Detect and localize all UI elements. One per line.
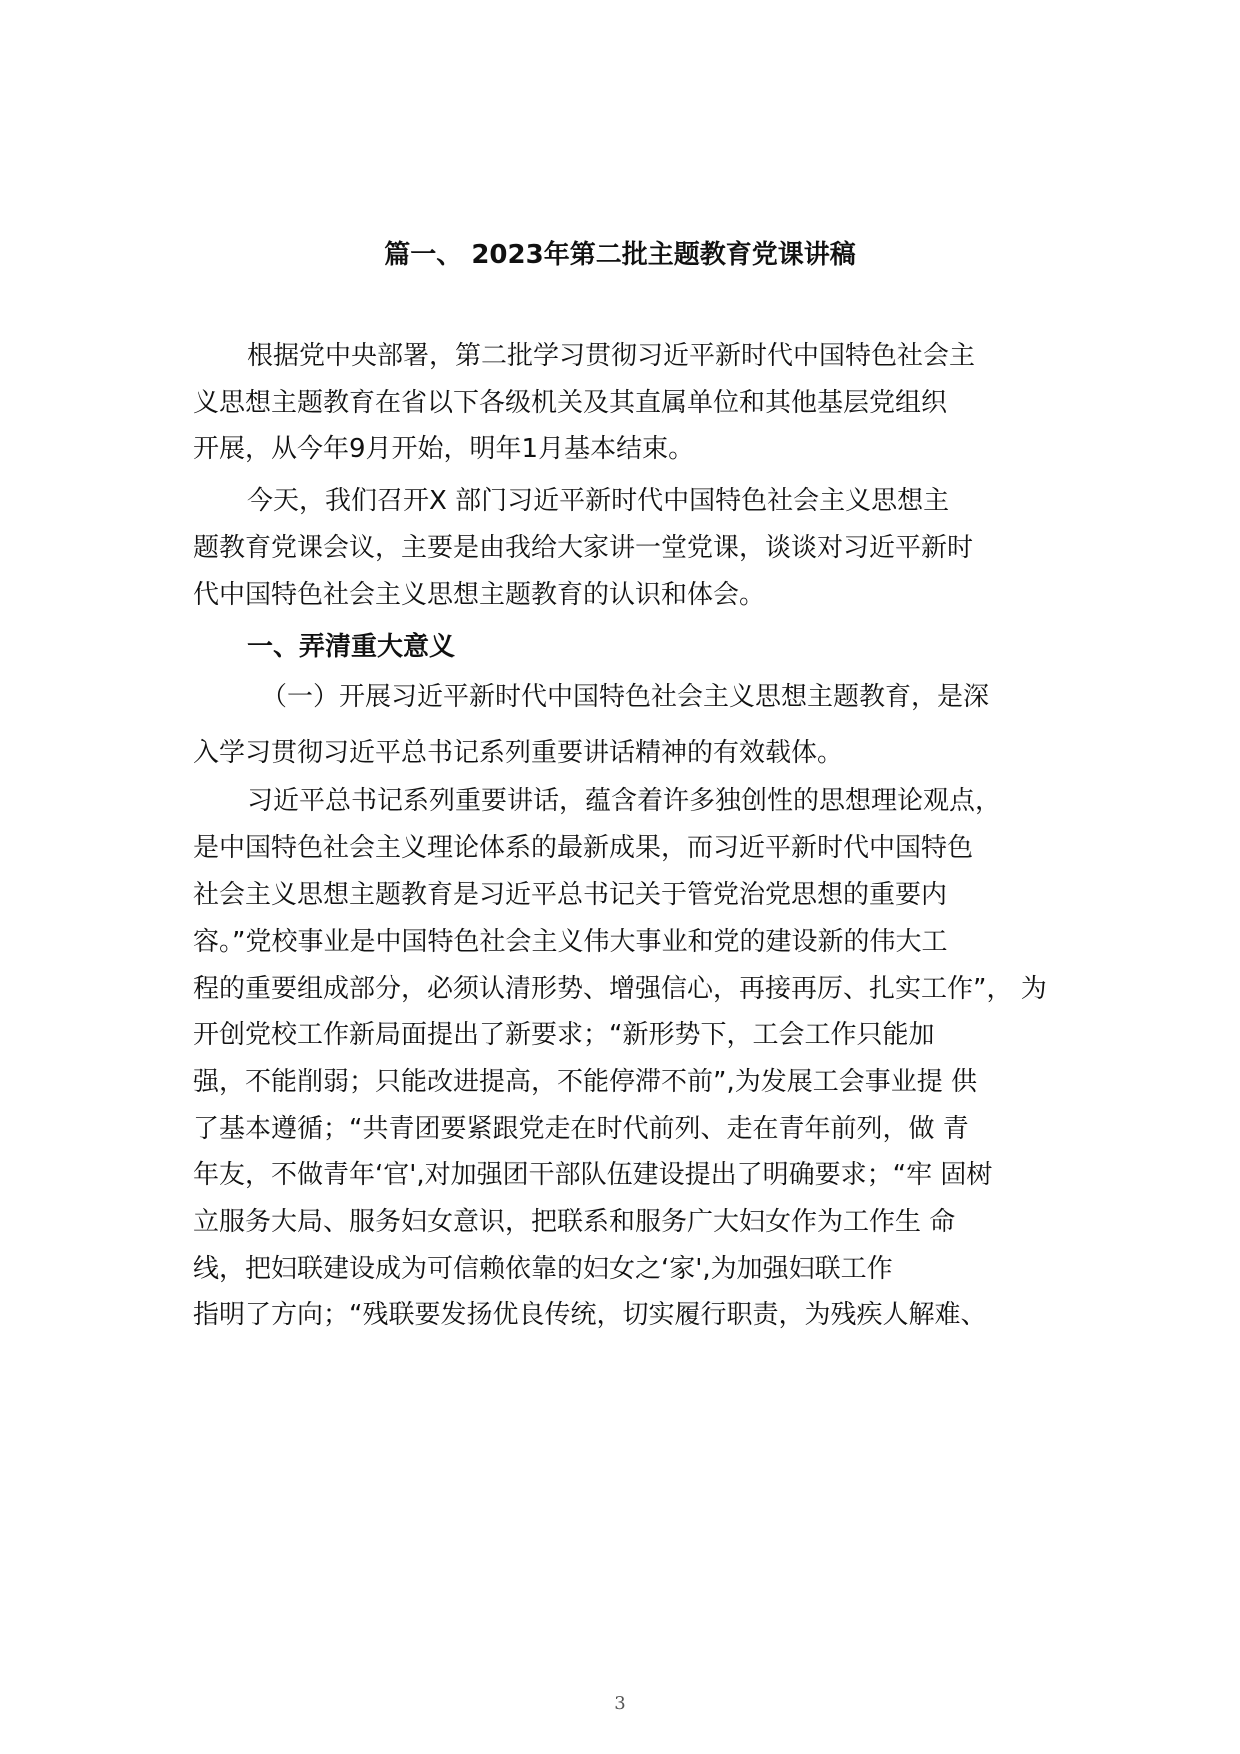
section-heading: 一、弄清重大意义 <box>247 632 456 662</box>
paragraph-line: 开创党校工作新局面提出了新要求；“新形势下，工会工作只能加 <box>193 1020 935 1050</box>
paragraph-line: 指明了方向；“残联要发扬优良传统，切实履行职责，为残疾人解难、 <box>193 1300 987 1330</box>
paragraph-line: 今天，我们召开X 部门习近平新时代中国特色社会主义思想主 <box>247 486 950 516</box>
paragraph-line: 开展，从今年9月开始，明年1月基本结束。 <box>193 434 695 464</box>
paragraph-line: 了基本遵循；“共青团要紧跟党走在时代前列、走在青年前列，做 青 <box>193 1114 969 1144</box>
paragraph-line: 习近平总书记系列重要讲话，蕴含着许多独创性的思想理论观点， <box>247 786 1002 816</box>
paragraph-line: 年友，不做青年‘官',对加强团干部队伍建设提出了明确要求；“牢 固树 <box>193 1160 993 1190</box>
paragraph-line: 代中国特色社会主义思想主题教育的认识和体会。 <box>193 580 766 610</box>
paragraph-line: 容。”党校事业是中国特色社会主义伟大事业和党的建设新的伟大工 <box>193 927 948 957</box>
paragraph-line: 义思想主题教育在省以下各级机关及其直属单位和其他基层党组织 <box>193 388 948 418</box>
paragraph-line: 根据党中央部署，第二批学习贯彻习近平新时代中国特色社会主 <box>247 341 976 371</box>
paragraph-line: 强，不能削弱；只能改进提高，不能停滞不前”,为发展工会事业提 供 <box>193 1067 977 1097</box>
page-number: 3 <box>614 1693 626 1714</box>
paragraph-line: 是中国特色社会主义理论体系的最新成果，而习近平新时代中国特色 <box>193 833 974 863</box>
subheading-line: （一）开展习近平新时代中国特色社会主义思想主题教育，是深 <box>261 682 990 712</box>
paragraph-line: 立服务大局、服务妇女意识，把联系和服务广大妇女作为工作生 命 <box>193 1207 956 1237</box>
paragraph-line: 程的重要组成部分，必须认清形势、增强信心，再接再厉、扎实工作”， 为 <box>193 974 1047 1004</box>
paragraph-line: 社会主义思想主题教育是习近平总书记关于管党治党思想的重要内 <box>193 880 948 910</box>
paragraph-line: 题教育党课会议，主要是由我给大家讲一堂党课，谈谈对习近平新时 <box>193 533 974 563</box>
subheading-line: 入学习贯彻习近平总书记系列重要讲话精神的有效载体。 <box>193 738 844 768</box>
paragraph-line: 线，把妇联建设成为可信赖依靠的妇女之‘家',为加强妇联工作 <box>193 1254 893 1284</box>
document-title: 篇一、 2023年第二批主题教育党课讲稿 <box>384 240 856 270</box>
